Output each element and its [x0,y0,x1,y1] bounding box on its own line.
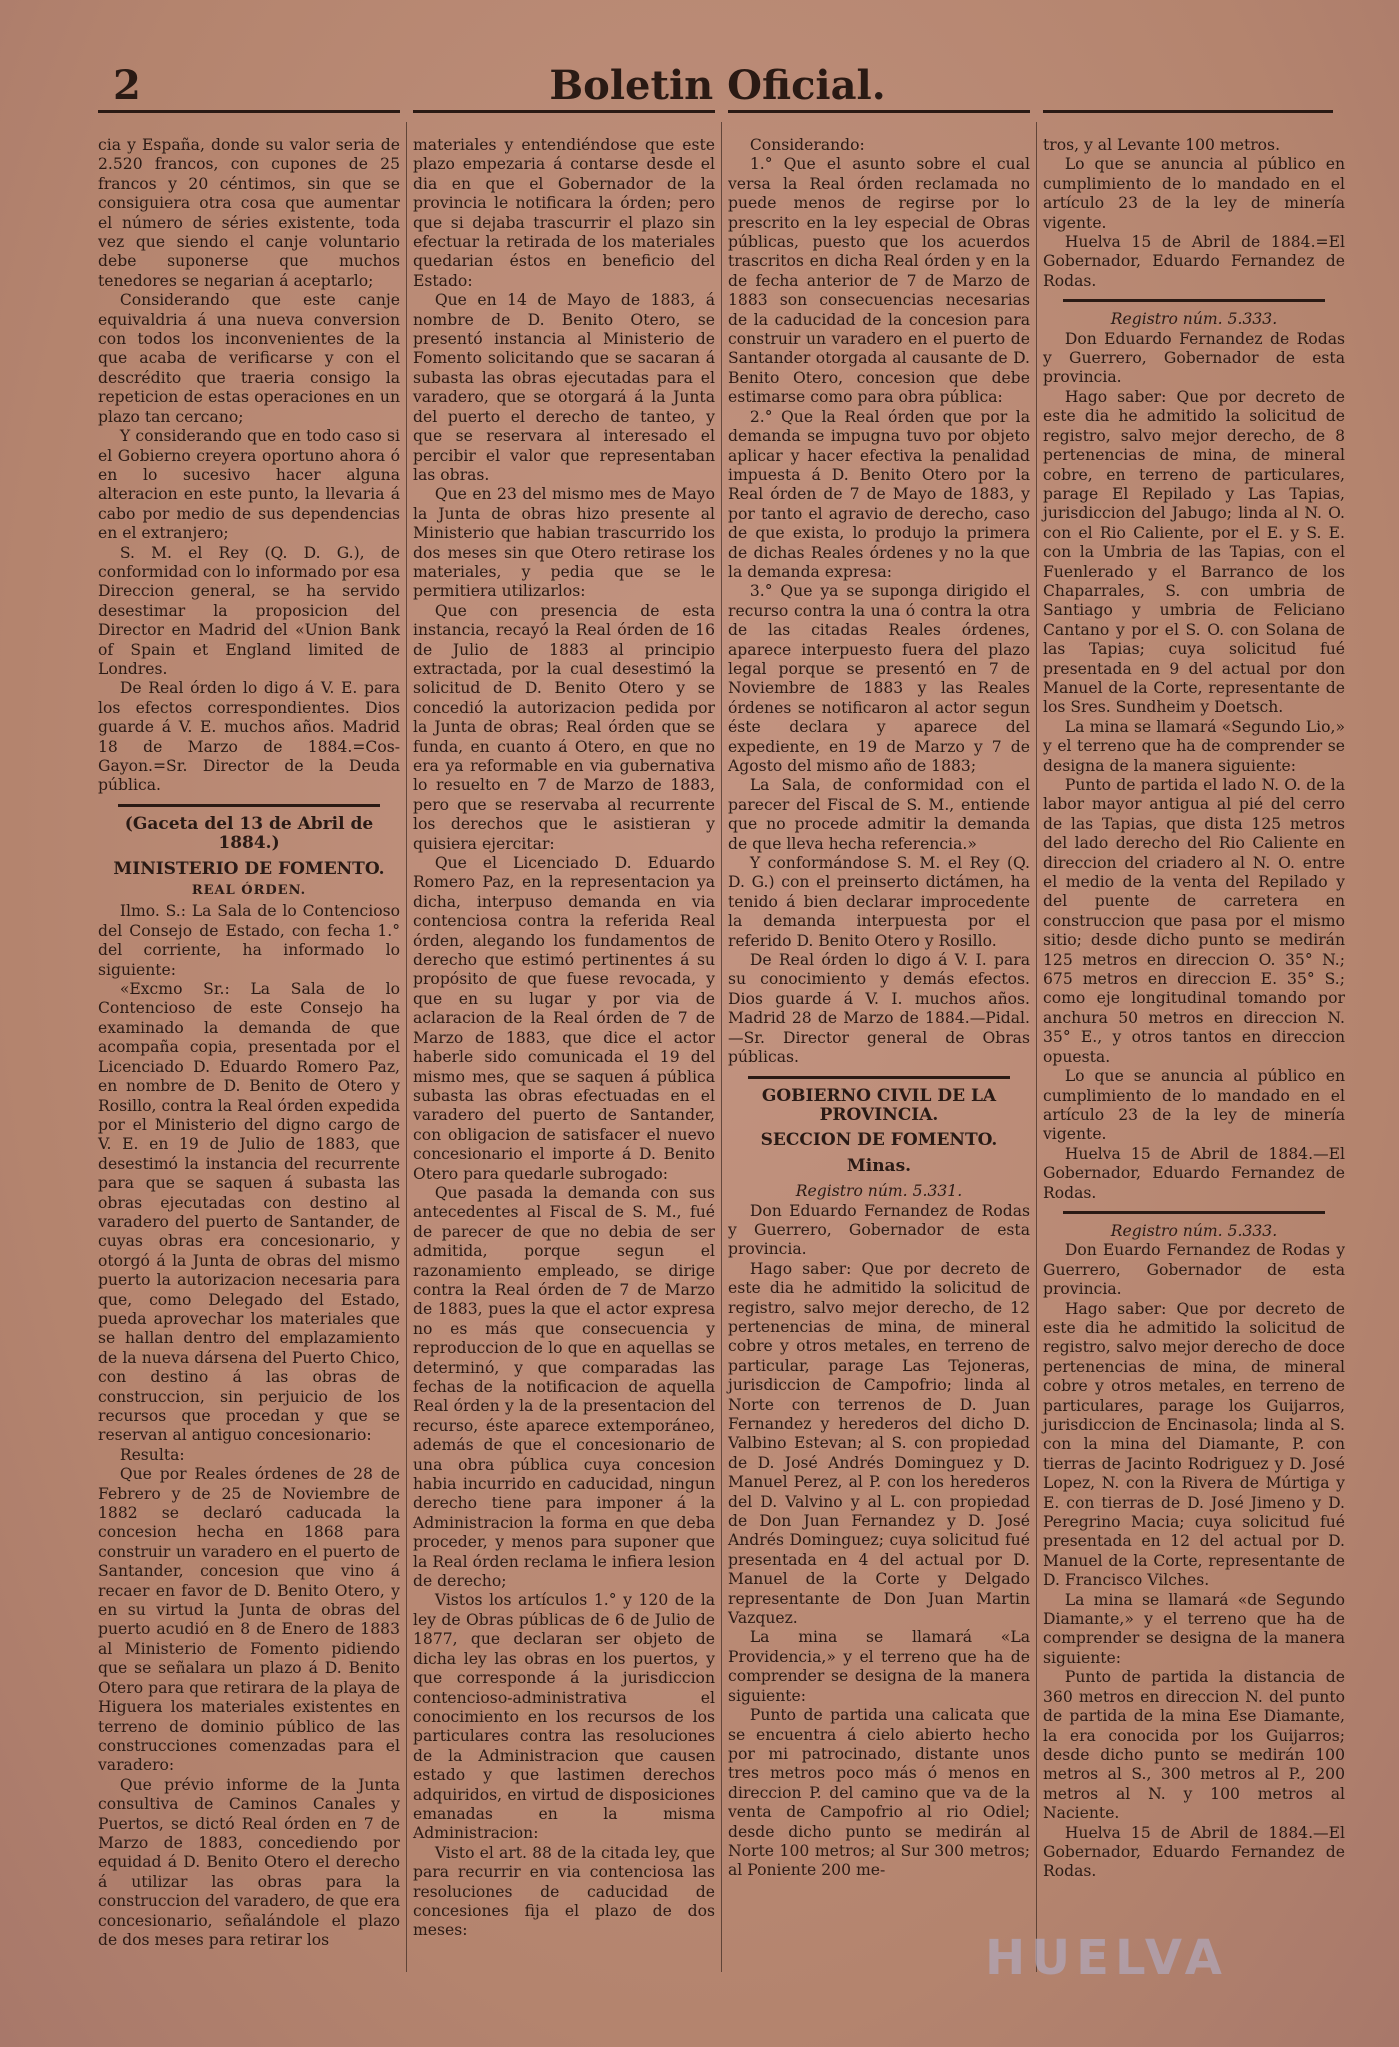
paragraph: Huelva 15 de Abril de 1884.—El Gobernador, Eduardo Fernandez de Rodas. [1043,1144,1345,1202]
paragraph: Que pasada la demanda con sus antecedentes al Fiscal de S. M., fué de parecer de que no debia de ser admitida, porque segun el razonamiento empleado, se dirige contra la Real órden de 7 de Marzo de 1883, pues la que el actor expresa no es más que consecuencia y reproduccion de lo que en aquellas se determinó, y que comparadas las fechas de la notificacion de aquella Real órden y la de la presentacion del recurso, éste aparece extemporáneo, además de que el concesionario de una obra pública cuya concesion habia incurrido en caducidad, ningun derecho tiene para imponer á la Administracion la forma en que deba proceder, y menos para suponer que la Real órden reclama le infiera lesion de derecho; [413,1183,715,1591]
paragraph: La mina se llamará «de Segundo Diamante,» y el terreno que ha de comprender se designa de la manera siguiente: [1043,1590,1345,1667]
paragraph: Que prévio informe de la Junta consultiva de Caminos Canales y Puertos, se dictó Real órden en 7 de Marzo de 1883, concediendo por equidad á D. Benito Otero el derecho á utilizar las obras para la construccion del varadero, de que era concesionario, señalándole el plazo de dos meses para retirar los [98,1775,400,1949]
paragraph: La Sala, de conformidad con el parecer del Fiscal de S. M., entiende que no procede admitir la demanda de que lleva hecha referencia.» [728,776,1030,853]
real-orden-heading: REAL ÓRDEN. [191,883,307,899]
paragraph: La mina se llamará «Segundo Lio,» y el terreno que ha de comprender se designa de la manera siguiente: [1043,717,1345,775]
paragraph: Hago saber: Que por decreto de este dia he admitido la solicitud de registro, salvo mejor derecho de doce pertenencias de mina, de mineral cobre y otros metales, en terreno de particulares, parage los Guijarros, jurisdiccion de Encinasola; linda al S. con la mina del Diamante, P. con tierras de Jacinto Rodriguez y D. José Lopez, N. con la Rivera de Múrtiga y E. con tierras de D. José Jimeno y D. Peregrino Macia; cuya solicitud fué presentada en 12 del actual por D. Manuel de la Corte, representante de D. Francisco Vilches. [1043,1299,1345,1590]
paragraph: Que en 14 de Mayo de 1883, á nombre de D. Benito Otero, se presentó instancia al Ministerio de Fomento solicitando que se sacaran á subasta las obras ejecutadas para el varadero, que se otorgará á la Junta del puerto el derecho de tanteo, y que se reservara al interesado el percibir el valor que representaban las obras. [413,291,715,484]
paragraph: Que por Reales órdenes de 28 de Febrero y de 25 de Noviembre de 1882 se declaró caducada la concesion hecha en 1868 para construir un varadero en el puerto de Santander, concesion que vino á recaer en favor de D. Benito Otero, y en su virtud la Junta de obras del puerto acudió en 8 de Enero de 1883 al Ministerio de Fomento pidiendo que se señalara un plazo á D. Benito Otero para que retirara de la playa de Higuera los materiales existentes en terreno de dominio público de las construcciones comenzadas para el varadero: [98,1465,400,1775]
newspaper-title: Boletin Oficial. [549,62,886,109]
paragraph: Considerando: [749,136,865,154]
column-divider [1036,122,1037,1972]
column-1 [98,136,400,1950]
paragraph: Que con presencia de esta instancia, recayó la Real órden de 16 de Julio de 1883 al principio extractada, por la cual desestimó la solicitud de D. Benito Otero y se concedió la autorizacion pedida por la Junta de obras; Real órden que se funda, en cuanto á Otero, en que no era ya reformable en via gubernativa lo resuelto en 7 de Marzo de 1883, pero que se reservaba al recurrente los derechos que le asistieran y quisiera ejercitar: [413,601,715,853]
section-rule [118,804,380,807]
paragraph: Resulta: [119,1445,185,1464]
gobierno-heading: GOBIERNO CIVIL DE LA PROVINCIA. [761,1085,997,1125]
paragraph: De Real órden lo digo á V. I. para su conocimiento y demás efectos. Dios guarde á V. I. muchos años. Madrid 28 de Marzo de 1884.—Pidal.—Sr. Director general de Obras públicas. [728,951,1030,1067]
paragraph: Que el Licenciado D. Eduardo Romero Paz, en la representacion ya dicha, interpuso demanda en via contenciosa contra la referida Real órden, alegando los fundamentos de derecho que estimó pertinentes á su propósito de que fuese revocada, y que en su lugar y por via de aclaracion de la Real órden de 7 de Marzo de 1883, que dice el actor haberle sido comunicada el 19 del mismo mes, que se saquen á pública subasta las obras efectuadas en el varadero del puerto de Santander, con obligacion de satisfacer el nuevo concesionario el importe á D. Benito Otero para quedarle subrogado: [413,854,715,1183]
paragraph: Don Eduardo Fernandez de Rodas y Guerrero, Gobernador de esta provincia. [728,1201,1030,1259]
paragraph: Hago saber: Que por decreto de este dia he admitido la solicitud de registro, salvo mejor derecho, de 8 pertenencias de mina, de mineral cobre, en terreno de particulares, parage El Repilado y Las Tapias, jurisdiccion del Jabugo; linda al N. O. con el Rio Caliente, por el E. y S. E. con la Umbria de las Tapias, con el Fuenlerado y el Barranco de los Chaparrales, S. con umbria de Santiago y umbria de Feliciano Cantano y por el S. O. con Solana de las Tapias; cuya solicitud fué presentada en 9 del actual por don Manuel de la Corte, representante de los Sres. Sundheim y Doetsch. [1043,387,1345,717]
registro-heading: Registro núm. 5.333. [1110,310,1278,329]
registro-heading: Registro núm. 5.331. [795,1182,963,1201]
paragraph: Hago saber: Que por decreto de este dia he admitido la solicitud de registro, salvo mejor derecho, de 12 pertenencias de mina, de mineral cobre y otros metales, en terreno de particular, parage Las Tejoneras, jurisdiccion de Campofrio; linda al Norte con terrenos de D. Juan Fernandez y herederos del dicho D. Valbino Estevan; al S. con propiedad de D. José Andrés Dominguez y D. Manuel Perez, al P. con los herederos del D. Valvino y al L. con propiedad de Don Juan Fernandez y D. José Andrés Dominguez; cuya solicitud fué presentada en 4 del actual por D. Manuel de la Corte y Delgado representante de Don Juan Martin Vazquez. [728,1259,1030,1628]
paragraph: De Real órden lo digo á V. E. para los efectos correspondientes. Dios guarde á V. E. muchos años. Madrid 18 de Marzo de 1884.=Cos-Gayon.=Sr. Director de la Deuda pública. [98,679,400,795]
gaceta-heading: (Gaceta del 13 de Abril de 1884.) [124,813,374,854]
paragraph: La mina se llamará «La Providencia,» y el terreno que ha de comprender se designa de la manera siguiente: [728,1628,1030,1705]
paragraph: Punto de partida una calicata que se encuentra á cielo abierto hecho por mi patrocinado, distante unos tres metros poco más ó menos en direccion P. del camino que va de la venta de Campofrio al rio Odiel; desde dicho punto se medirán al Norte 100 metros; al Sur 300 metros; al Poniente 200 me- [728,1706,1030,1880]
seccion-heading: SECCION DE FOMENTO. [760,1130,998,1151]
section-rule [1063,299,1325,302]
paragraph: Que en 23 del mismo mes de Mayo la Junta de obras hizo presente al Ministerio que habian trascurrido los dos meses sin que Otero retirase los materiales, y pedia que se le permitiera utilizarlos: [413,485,715,601]
column-divider [721,122,722,1972]
header-rule [728,110,1030,113]
paragraph: Considerando que este canje equivaldria á una nueva conversion con todos los inconvenientes de la que acaba de verificarse y con el descrédito que traeria consigo la repeticion de estas operaciones en un plazo tan cercano; [98,291,400,426]
paragraph: materiales y entendiéndose que este plazo empezaria á contarse desde el dia en que el Gobernador de la provincia le notificara la órden; pero que si dejaba trascurrir el plazo sin efectuar la retirada de los materiales quedarian éstos en beneficio del Estado: [413,136,715,290]
paragraph: Don Euardo Fernandez de Rodas y Guerrero, Gobernador de esta provincia. [1043,1241,1345,1299]
paragraph: Lo que se anuncia al público en cumplimiento de lo mandado en el artículo 23 de la ley de minería vigente. [1043,155,1345,232]
column-3 [728,136,1030,1881]
section-rule [748,1076,1010,1079]
page-header [95,62,1340,112]
column-2 [413,136,715,1941]
paragraph: Vistos los artículos 1.° y 120 de la ley de Obras públicas de 6 de Julio de 1877, que declaran ser objeto de dicha ley las obras en los puertos, y que corresponde á la jurisdiccion contencioso-administrativa el conocimiento en los recursos de los particulares contra las resoluciones de la Administracion que causen estado y que lastimen derechos adquiridos, en virtud de disposiciones emanadas en la misma Administracion: [413,1591,715,1843]
section-rule [1063,1211,1325,1214]
header-rule [1043,110,1333,113]
paragraph: Don Eduardo Fernandez de Rodas y Guerrero, Gobernador de esta provincia. [1043,329,1345,387]
paragraph: Y considerando que en todo caso si el Gobierno creyera oportuno ahora ó en lo sucesivo hacer alguna alteracion en este punto, la llevaria á cabo por medio de sus dependencias en el extranjero; [98,427,400,543]
header-rule [413,110,715,113]
paragraph: 1.° Que el asunto sobre el cual versa la Real órden reclamada no puede menos de regirse por lo prescrito en la ley especial de Obras públicas, puesto que los acuerdos trascritos en dicha Real órden y en la de fecha anterior de 7 de Marzo de 1883 son consecuencias necesarias de la caducidad de la concesion para construir un varadero en el puerto de Santander otorgada al causante de D. Benito Otero, concesion que debe estimarse como para obra pública: [728,155,1030,407]
paragraph: S. M. el Rey (Q. D. G.), de conformidad con lo informado por esa Direccion general, se ha servido desestimar la proposicion del Director en Madrid del «Union Bank of Spain et England limited de Londres. [98,543,400,678]
page-number: 2 [113,62,141,109]
ministerio-heading: MINISTERIO DE FOMENTO. [113,858,385,879]
paragraph: 3.° Que ya se suponga dirigido el recurso contra la una ó contra la otra de las citadas Reales órdenes, aparece interpuesto fuera del plazo legal porque se presentó en 7 de Noviembre de 1883 y las Reales órdenes se notificaron al actor segun éste declara y aparece del expediente, en 19 de Marzo y 7 de Agosto del mismo año de 1883; [728,582,1030,775]
library-watermark: HUELVA [985,1930,1228,1986]
paragraph: Punto de partida el lado N. O. de la labor mayor antigua al pié del cerro de las Tapias, que dista 125 metros del lado derecho del Rio Caliente en direccion del criadero al N. O. entre el medio de la venta del Repilado y del puente de carretera en construccion que pasa por el mismo sitio; desde dicho punto se medirán 125 metros en direccion O. 35° N.; 675 metros en direccion E. 35° S.; como eje longitudinal tomando por anchura 50 metros en direccion N. 35° E., y otros tantos en direccion opuesta. [1043,776,1345,1066]
paragraph: «Excmo Sr.: La Sala de lo Contencioso de este Consejo ha examinado la demanda de que acompaña copia, presentada por el Licenciado D. Eduardo Romero Paz, en nombre de D. Benito de Otero y Rosillo, contra la Real órden expedida por el Ministerio del digno cargo de V. E. en 19 de Julio de 1883, que desestimó la instancia del recurrente para que se saquen á subasta las obras ejecutadas con destino al varadero del puerto de Santander, de cuyas obras era concesionario, y otorgó á la Junta de obras del mismo puerto la autorizacion necesaria para que, como Delegado del Estado, pueda aprovechar los materiales que se hallan dentro del emplazamiento de la nueva dársena del Puerto Chico, con destino á las obras de construccion, sin perjuicio de los recursos que procedan y que se reservan al antiguo concesionario: [98,980,400,1445]
minas-heading: Minas. [846,1155,912,1176]
column-divider [406,122,407,1972]
paragraph: 2.° Que la Real órden que por la demanda se impugna tuvo por objeto aplicar y hacer efectiva la penalidad impuesta á D. Benito Otero por la Real órden de 7 de Mayo de 1883, y por tanto el agravio de derecho, caso de que exista, lo produjo la primera de dichas Reales órdenes y no la que la demanda expresa: [728,407,1030,581]
paragraph: Huelva 15 de Abril de 1884.—El Gobernador, Eduardo Fernandez de Rodas. [1043,1823,1345,1881]
paragraph: Visto el art. 88 de la citada ley, que para recurrir en via contenciosa las resoluciones de caducidad de concesiones fija el plazo de dos meses: [413,1843,715,1940]
column-4 [1043,136,1345,1882]
paragraph: Y conformándose S. M. el Rey (Q. D. G.) con el preinserto dictámen, ha tenido á bien declarar improcedente la demanda interpuesta por el referido D. Benito Otero y Rosillo. [728,854,1030,950]
paragraph: Punto de partida la distancia de 360 metros en direccion N. del punto de partida de la mina Ese Diamante, la era conocida por los Guijarros; desde dicho punto se medirán 100 metros al S., 300 metros al P., 200 metros al N. y 100 metros al Naciente. [1043,1668,1345,1823]
paragraph: Ilmo. S.: La Sala de lo Contencioso del Consejo de Estado, con fecha 1.° del corriente, ha informado lo siguiente: [98,902,400,979]
paragraph: cia y España, donde su valor seria de 2.520 francos, con cupones de 25 francos y 20 céntimos, sin que se consiguiera otra cosa que aumentar el número de séries existente, toda vez que siendo el canje voluntario debe suponerse que muchos tenedores se negarian á aceptarlo; [98,136,400,290]
paragraph: tros, y al Levante 100 metros. [1043,136,1281,154]
registro-heading: Registro núm. 5.333. [1110,1221,1278,1240]
paragraph: Lo que se anuncia al público en cumplimiento de lo mandado en el artículo 23 de la ley de minería vigente. [1043,1067,1345,1144]
paragraph: Huelva 15 de Abril de 1884.=El Gobernador, Eduardo Fernandez de Rodas. [1043,233,1345,290]
header-rule [98,110,400,113]
